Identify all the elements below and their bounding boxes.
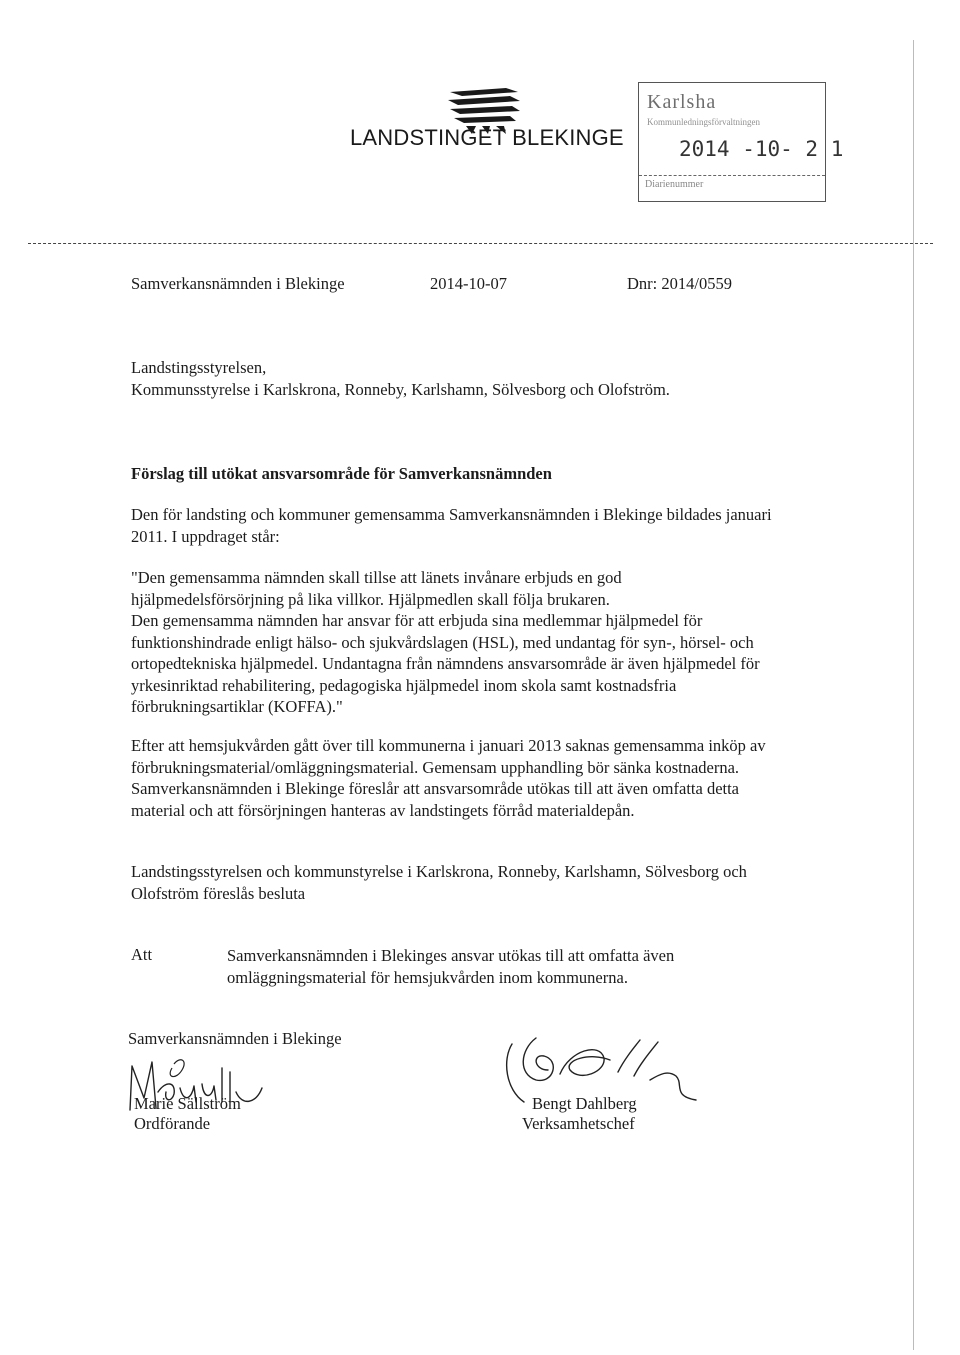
signatory-right-title: Verksamhetschef xyxy=(522,1114,635,1133)
quoted-mandate xyxy=(131,567,801,718)
document-date: 2014-10-07 xyxy=(430,274,507,293)
paragraph-line: Landstingsstyrelsen och kommunstyrelse i Karlskrona, Ronneby, Karlshamn, Sölvesborg och xyxy=(131,862,747,881)
decision-line: Samverkansnämnden i Blekinges ansvar utökas till att omfatta även xyxy=(227,946,675,965)
paragraph-line: material och att försörjningen hanteras av landstingets förråd materialdepån. xyxy=(131,800,635,820)
sender: Samverkansnämnden i Blekinge xyxy=(131,274,345,293)
stamp-diary-label: Diarienummer xyxy=(645,179,704,190)
intro-paragraph xyxy=(131,504,801,547)
stamp-municipality: Karlsha xyxy=(647,91,717,113)
quote-line: ortopedtekniska hjälpmedel. Undantagna från nämndens ansvarsområde är även hjälpmedel för xyxy=(131,654,760,673)
paragraph-line: 2011. I uppdraget står: xyxy=(131,526,280,546)
document-heading: Förslag till utökat ansvarsområde för Samverkansnämnden xyxy=(131,464,552,483)
stamp-department: Kommunledningsförvaltningen xyxy=(647,117,760,127)
recipients xyxy=(131,357,801,400)
proposal-paragraph xyxy=(131,861,801,904)
organization-name: LANDSTINGET BLEKINGE xyxy=(350,125,624,150)
quote-line: funktionshindrade enligt hälso- och sjukvårdslagen (HSL), med undantag för syn-, hörsel- och xyxy=(131,632,754,652)
paragraph-line: Olofström föreslås besluta xyxy=(131,883,306,903)
registration-stamp xyxy=(638,82,844,202)
quote-line: hjälpmedelsförsörjning på lika villkor. Hjälpmedlen skall följa brukaren. xyxy=(131,589,610,609)
quote-line: Den gemensamma nämnden har ansvar för att erbjuda sina medlemmar hjälpmedel för xyxy=(131,611,703,630)
decision-line: omläggningsmaterial för hemsjukvården inom kommunerna. xyxy=(227,967,628,987)
att-label: Att xyxy=(131,945,153,964)
stamp-divider xyxy=(639,175,825,176)
recipient-line: Kommunsstyrelse i Karlskrona, Ronneby, Karlshamn, Sölvesborg och Olofström. xyxy=(131,379,670,399)
paragraph-line: Samverkansnämnden i Blekinge föreslår att ansvarsområde utökas till att även omfatta detta xyxy=(131,779,740,798)
scan-edge-line xyxy=(913,40,914,1350)
body-paragraph xyxy=(131,735,801,821)
signatory-left-name: Marie Sällström xyxy=(134,1094,241,1113)
signatory-right-name: Bengt Dahlberg xyxy=(532,1094,637,1113)
quote-line: förbrukningsartiklar (KOFFA)." xyxy=(131,697,343,716)
paragraph-line: Efter att hemsjukvården gått över till kommunerna i januari 2013 saknas gemensamma inköp av xyxy=(131,736,766,755)
document-number: Dnr: 2014/0559 xyxy=(627,274,732,293)
recipient-line: Landstingsstyrelsen, xyxy=(131,358,267,377)
paragraph-line: Den för landsting och kommuner gemensamma Samverkansnämnden i Blekinge bildades januari xyxy=(131,505,772,524)
signature-organization: Samverkansnämnden i Blekinge xyxy=(128,1029,342,1048)
quote-line: "Den gemensamma nämnden skall tillse att länets invånare erbjuds en god xyxy=(131,568,622,587)
stamp-date: 2014 -10- 2 1 xyxy=(679,137,844,161)
quote-line: yrkesinriktad rehabilitering, pedagogiska hjälpmedel inom skola samt kostnadsfria xyxy=(131,675,677,695)
header-divider xyxy=(28,243,933,244)
signatory-left-title: Ordförande xyxy=(134,1114,211,1133)
paragraph-line: förbrukningsmaterial/omläggningsmaterial. Gemensam upphandling bör sänka kostnaderna. xyxy=(131,757,740,777)
att-decision xyxy=(227,945,674,988)
